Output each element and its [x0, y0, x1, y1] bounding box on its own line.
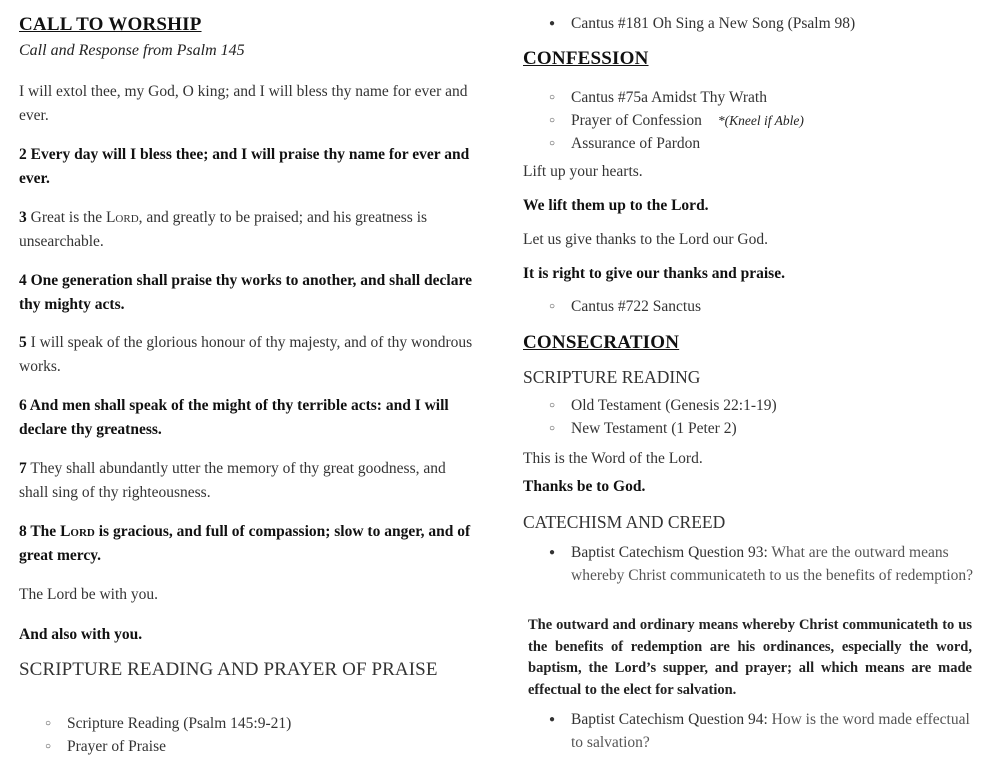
catechism-heading: CATECHISM AND CREED: [523, 512, 726, 532]
verse-4: 4 One generation shall praise thy works to another, and shall declare thy mighty acts.: [19, 272, 472, 313]
lift-up-hearts: Lift up your hearts.: [523, 163, 643, 180]
list-item: ● Baptist Catechism Question 93: What are the outward means whereby Christ communicateth to us the benefits of redemption?: [523, 541, 975, 587]
q93-label: Baptist Catechism Question 93:: [571, 544, 768, 561]
list-item: ● Baptist Catechism Question 94: How is the word made effectual to salvation?: [523, 708, 975, 754]
scripture-reading-heading: SCRIPTURE READING: [523, 367, 701, 387]
catechism-answer-93: The outward and ordinary means whereby Christ communicateth to us the benefits of redemption are his ordinances, especially the word, baptism, the Lord’s supper, and prayer; all which means are made effectual to the elect for salvation.: [528, 617, 972, 698]
call-subtitle: Call and Response from Psalm 145: [19, 42, 245, 59]
cantus-181-list: [523, 12, 975, 35]
list-item: ○ Old Testament (Genesis 22:1-19): [523, 394, 975, 417]
list-item: ○ New Testament (1 Peter 2): [523, 417, 975, 440]
list-item: ○ Scripture Reading (Psalm 145:9-21): [19, 712, 475, 735]
list-item: ○ Cantus #722 Sanctus: [523, 295, 975, 318]
catechism-q93-list: [523, 541, 975, 587]
verse-2: 2 Every day will I bless thee; and I will praise thy name for ever and ever.: [19, 146, 470, 187]
confession-list: [523, 86, 975, 155]
scripture-reading-list: [523, 394, 975, 440]
kneel-note: *(Kneel if Able): [717, 113, 804, 128]
scripture-prayer-heading: SCRIPTURE READING AND PRAYER OF PRAISE: [19, 659, 438, 680]
verse-7: 7 They shall abundantly utter the memory of thy great goodness, and shall sing of thy righteousness.: [19, 460, 446, 501]
thanks-be-to-god: Thanks be to God.: [523, 478, 646, 495]
we-lift-them-up: We lift them up to the Lord.: [523, 197, 709, 214]
call-to-worship-heading: CALL TO WORSHIP: [19, 14, 202, 35]
verse-8: 8 The Lord is gracious, and full of compassion; slow to anger, and of great mercy.: [19, 523, 471, 564]
consecration-heading: CONSECRATION: [523, 332, 680, 353]
word-of-the-lord: This is the Word of the Lord.: [523, 450, 703, 467]
verse-3: 3 Great is the Lord, and greatly to be praised; and his greatness is unsearchable.: [19, 209, 428, 250]
list-item: ● Cantus #181 Oh Sing a New Song (Psalm 98): [523, 12, 975, 35]
catechism-q94-list: [523, 708, 975, 754]
list-item: ○ Prayer of Praise: [19, 735, 475, 758]
scripture-prayer-list: [19, 712, 475, 758]
q94-label: Baptist Catechism Question 94:: [571, 711, 768, 728]
verse-6: 6 And men shall speak of the might of thy terrible acts: and I will declare thy greatness.: [19, 397, 449, 438]
also-with-you: And also with you.: [19, 626, 143, 643]
sanctus-list: [523, 295, 975, 318]
verse-5: 5 I will speak of the glorious honour of thy majesty, and of thy wondrous works.: [19, 334, 473, 375]
confession-heading: CONFESSION: [523, 48, 649, 69]
lord-be-with-you: The Lord be with you.: [19, 586, 159, 603]
it-is-right: It is right to give our thanks and praise.: [523, 265, 785, 282]
list-item: ○ Cantus #75a Amidst Thy Wrath: [523, 86, 975, 109]
list-item: ○ Assurance of Pardon: [523, 132, 975, 155]
list-item: ○ Prayer of Confession *(Kneel if Able): [523, 109, 975, 132]
verse-1: I will extol thee, my God, O king; and I will bless thy name for ever and ever.: [19, 83, 468, 124]
let-us-give-thanks: Let us give thanks to the Lord our God.: [523, 231, 768, 248]
